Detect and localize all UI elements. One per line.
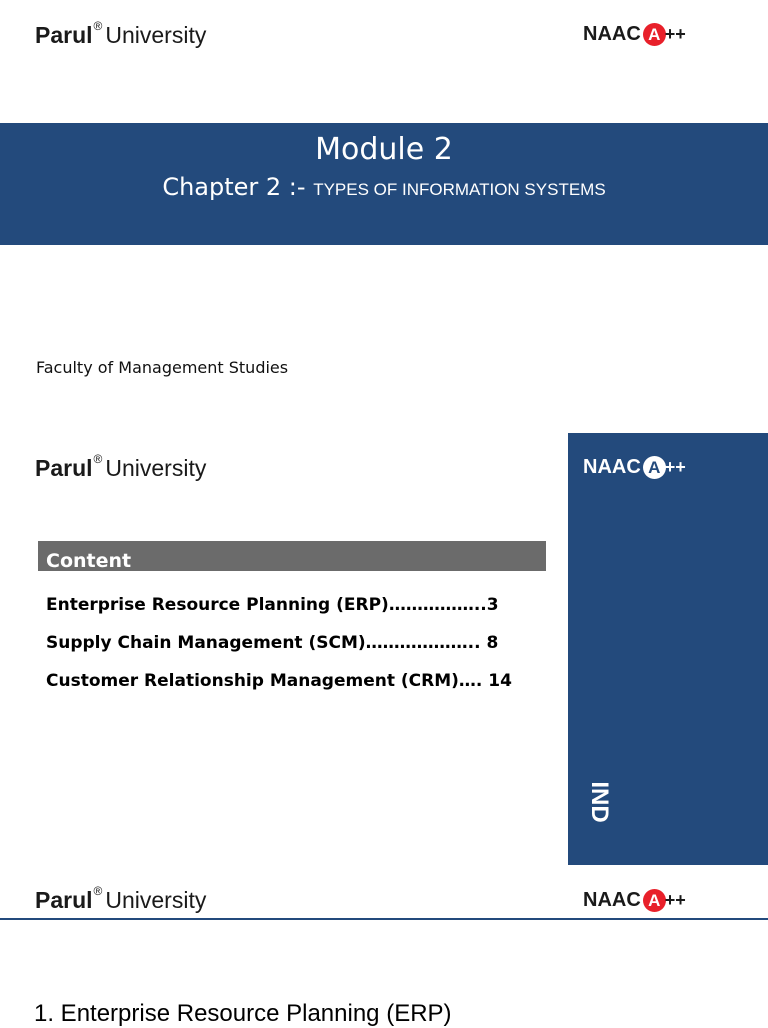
naac-logo-3 [583, 889, 686, 912]
toc-item-scm: Supply Chain Management (SCM)……………….. 8 [46, 633, 499, 653]
naac-text: NAAC [583, 23, 641, 45]
naac-text: NAAC [583, 456, 641, 478]
logo-brand-bold: Parul [35, 22, 93, 48]
logo-registered-mark: ® [93, 19, 103, 33]
logo-brand-rest: University [105, 455, 207, 481]
naac-grade-badge: A [643, 456, 666, 479]
faculty-name: Faculty of Management Studies [36, 358, 289, 377]
module-title: Module 2 [315, 132, 453, 167]
naac-text: NAAC [583, 889, 641, 911]
chapter-prefix: Chapter 2 :- [162, 173, 306, 201]
parul-university-logo-3 [35, 884, 207, 914]
chapter-title [0, 171, 768, 206]
parul-university-logo [35, 19, 207, 49]
naac-plus: ++ [664, 457, 686, 477]
naac-logo-2 [583, 456, 686, 479]
parul-university-logo-2 [35, 452, 207, 482]
naac-grade-badge: A [643, 23, 666, 46]
module-banner [0, 123, 768, 245]
logo-registered-mark: ® [93, 452, 103, 466]
naac-plus: ++ [664, 24, 686, 44]
naac-plus: ++ [664, 890, 686, 910]
toc-item-erp: Enterprise Resource Planning (ERP)……………..3 [46, 595, 499, 615]
content-heading: Content [46, 550, 132, 571]
toc-item-crm: Customer Relationship Management (CRM)…. 14 [46, 671, 512, 691]
side-vertical-text: IND [586, 781, 613, 823]
logo-registered-mark: ® [93, 884, 103, 898]
logo-brand-rest: University [105, 887, 207, 913]
logo-brand-rest: University [105, 22, 207, 48]
naac-logo [583, 23, 686, 46]
logo-brand-bold: Parul [35, 455, 93, 481]
chapter-subtitle: TYPES OF INFORMATION SYSTEMS [313, 180, 606, 199]
section-title: 1. Enterprise Resource Planning (ERP) [34, 1000, 452, 1027]
naac-grade-badge: A [643, 889, 666, 912]
content-heading-bar [38, 541, 546, 571]
logo-brand-bold: Parul [35, 887, 93, 913]
header-divider [0, 918, 768, 920]
